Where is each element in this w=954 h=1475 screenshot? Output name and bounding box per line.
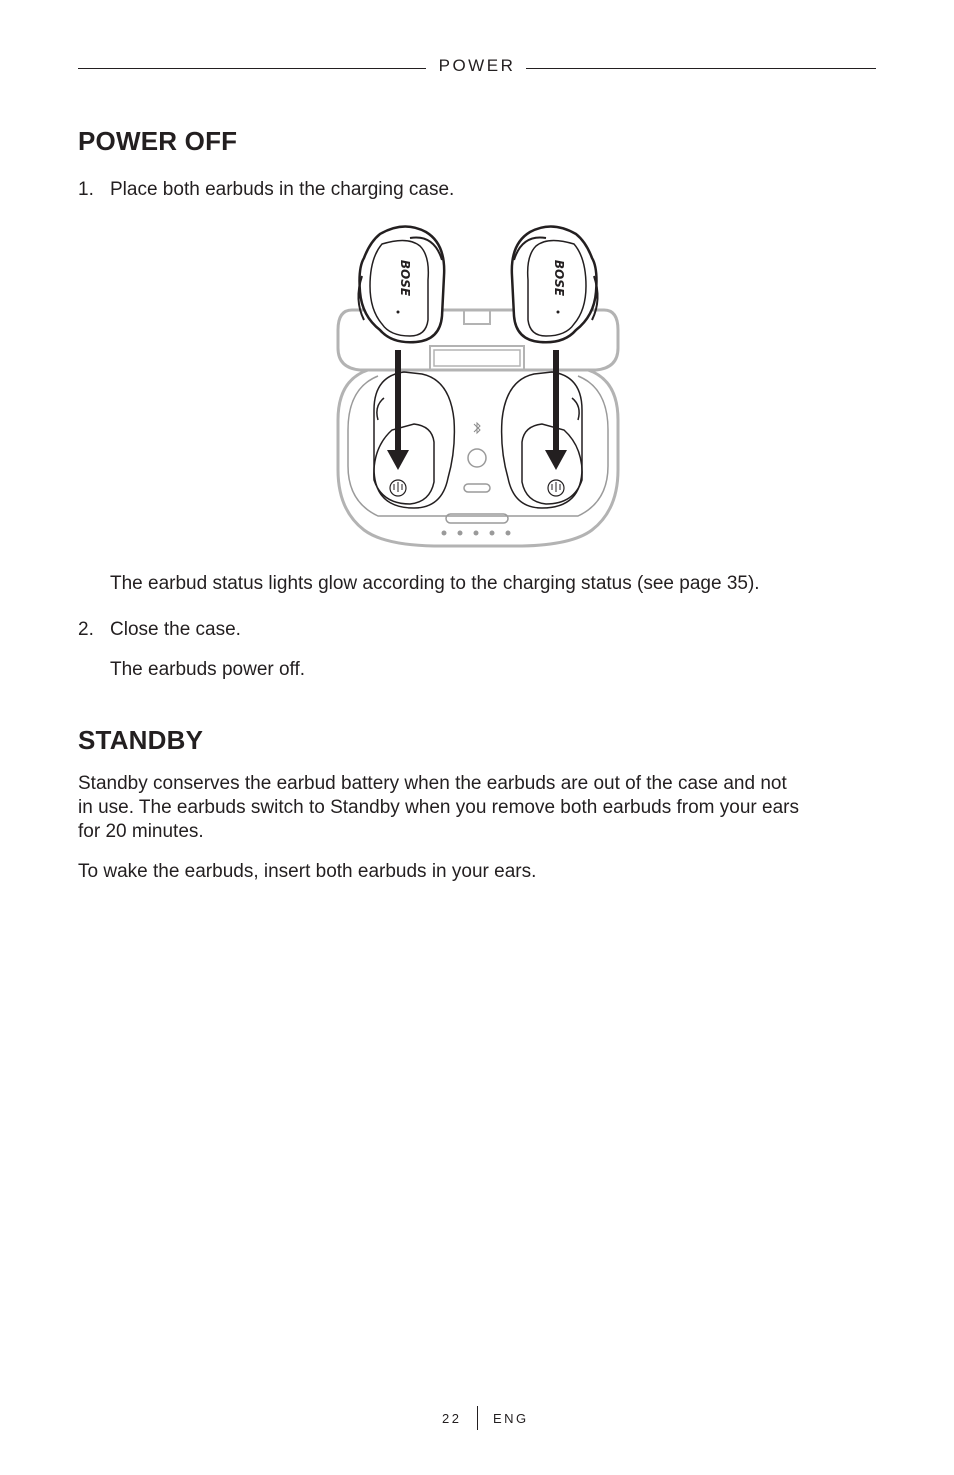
section-title-standby: STANDBY [78,725,204,755]
step-1-result-text: The earbud status lights glow according to the charging status (see page 35). [110,573,760,594]
footer-divider [477,1406,478,1430]
step-2-result-text: The earbuds power off. [110,659,306,680]
step-2-number: 2. [78,619,94,640]
page-number: 22 [442,1411,462,1426]
left-earbud-logo: BOSE [398,259,412,297]
section-title-power-off: POWER OFF [78,126,238,156]
language-code: ENG [493,1411,529,1426]
earbuds-case-illustration [334,220,622,550]
header-section-label: POWER [438,56,516,75]
step-1-number: 1. [78,179,94,200]
standby-paragraph-line-3: for 20 minutes. [78,821,204,842]
page-footer [0,1406,954,1430]
right-earbud-logo: BOSE [552,259,566,297]
step-2-text: Close the case. [110,619,241,640]
header-rule-right [526,68,876,69]
standby-paragraph-line-2: in use. The earbuds switch to Standby when you remove both earbuds from your ears [78,797,799,818]
standby-paragraph-line-1: Standby conserves the earbud battery when the earbuds are out of the case and not [78,773,787,794]
step-1-text: Place both earbuds in the charging case. [110,179,455,200]
standby-wake-paragraph: To wake the earbuds, insert both earbuds in your ears. [78,861,537,882]
running-header [78,56,876,80]
